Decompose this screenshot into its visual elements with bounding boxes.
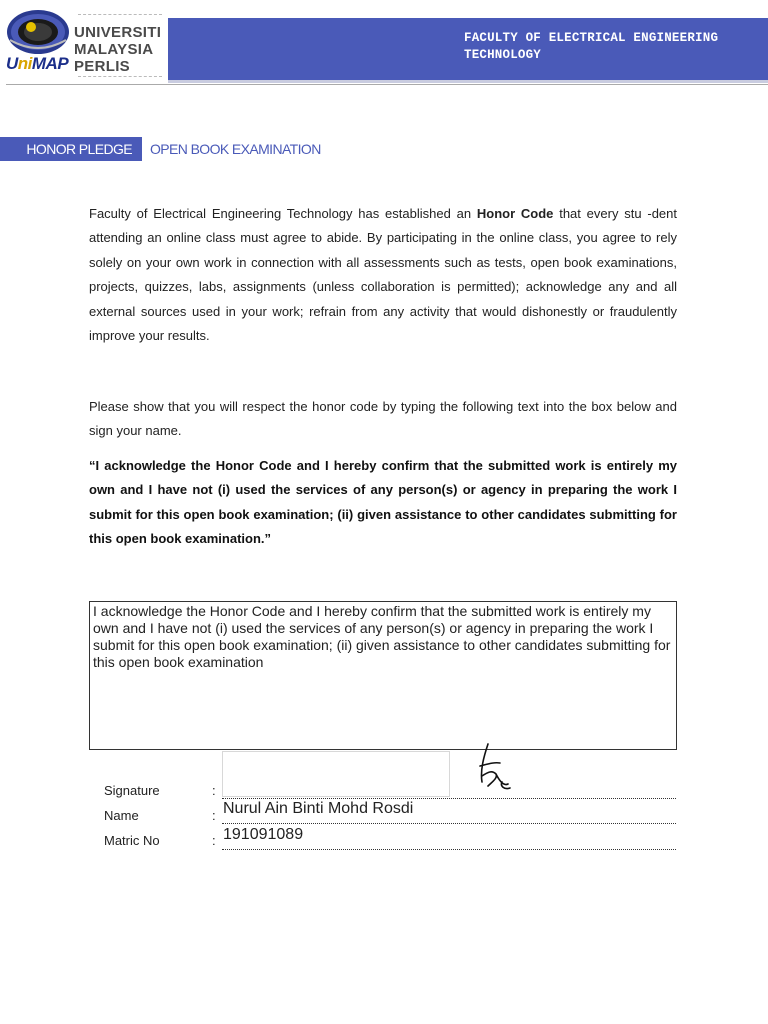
university-line: UNIVERSITI xyxy=(74,24,162,41)
unimap-emblem-icon xyxy=(4,4,74,60)
unimap-wordmark: UniMAP xyxy=(6,54,69,73)
name-label: Name xyxy=(104,808,139,823)
header-divider xyxy=(78,76,162,77)
university-line: MALAYSIA xyxy=(74,41,154,58)
colon: : xyxy=(212,833,216,848)
header-divider xyxy=(78,14,162,15)
signature-line xyxy=(222,798,676,799)
name-input[interactable]: Nurul Ain Binti Mohd Rosdi xyxy=(223,800,414,817)
honor-pledge-tag: HONOR PLEDGE xyxy=(0,137,142,161)
name-line xyxy=(222,823,676,824)
header-rule xyxy=(6,84,768,85)
colon: : xyxy=(212,783,216,798)
colon: : xyxy=(212,808,216,823)
university-line: PERLIS xyxy=(74,58,130,75)
pledge-statement: “I acknowledge the Honor Code and I hereby confirm that the submitted work is entirely my own and I have not (i) used the services of any person(s) or agency in preparing the work I submit for this open book examination; (ii) given assistance to other candidates submitting for this open book examination.” xyxy=(89,458,677,547)
handwritten-signature xyxy=(470,736,520,796)
matric-input[interactable]: 191091089 xyxy=(223,826,304,843)
exam-type-title: OPEN BOOK EXAMINATION xyxy=(150,141,321,157)
faculty-name xyxy=(464,30,764,64)
intro-text: that every stu -dent attending an online class must agree to abide. By participating in the online class, you agree to rely solely on your own work in connection with all assessments such as tests, open book examinations, projects, quizzes, labs, assignments (unless collaboration is permitted); acknowledge any and all external sources used in your work; refrain from any activity that would dishonestly or fraudulently improve your results. xyxy=(89,206,677,344)
university-name xyxy=(74,24,161,58)
intro-text: Faculty of Electrical Engineering Technology has established an xyxy=(89,206,477,221)
matric-line xyxy=(222,849,676,850)
matric-label: Matric No xyxy=(104,833,160,848)
honor-code-term: Honor Code xyxy=(476,206,554,221)
honor-code-intro xyxy=(89,202,677,348)
signature-label: Signature xyxy=(104,783,160,798)
faculty-line: FACULTY OF ELECTRICAL ENGINEERING xyxy=(464,31,719,45)
header-shadow xyxy=(168,80,768,83)
acknowledgement-textbox[interactable]: I acknowledge the Honor Code and I hereby confirm that the submitted work is entirely my own and I have not (i) used the services of any person(s) or agency in preparing the work I submit for this open book examination; (ii) given assistance to other candidates submitting for this open book examination xyxy=(89,601,677,750)
instructions: Please show that you will respect the honor code by typing the following text into the box below and sign your name. xyxy=(89,399,677,439)
faculty-line: TECHNOLOGY xyxy=(464,48,542,62)
signature-field[interactable] xyxy=(222,751,450,797)
